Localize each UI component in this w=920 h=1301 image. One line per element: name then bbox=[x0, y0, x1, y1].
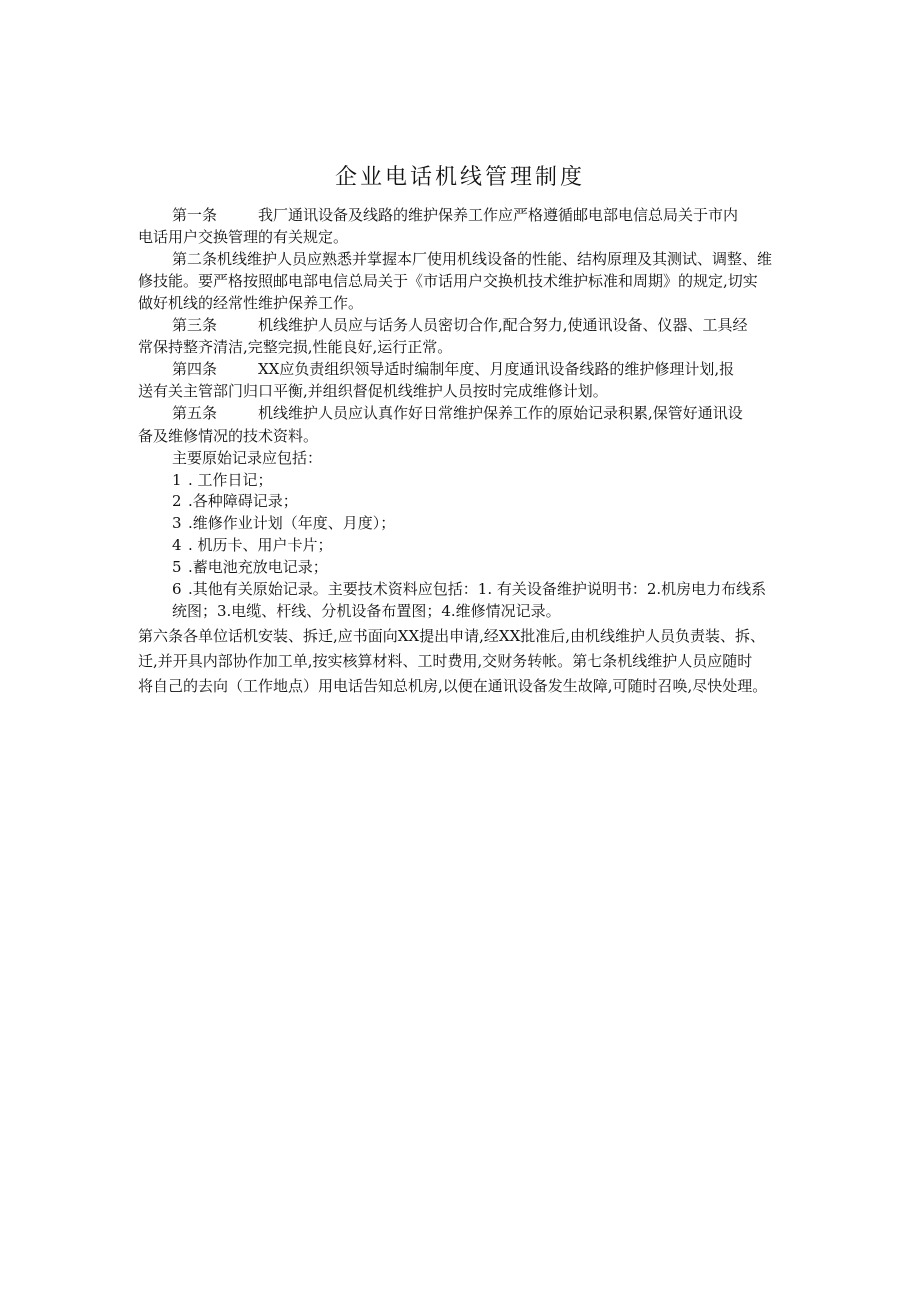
article-1-first-line bbox=[172, 205, 739, 225]
closing-line-2: 迁,并开具内部协作加工单,按实核算材料、工时费用,交财务转帐。第七条机线维护人员应随时 bbox=[138, 652, 753, 670]
list-item-number: 1 bbox=[172, 471, 182, 489]
list-item bbox=[172, 535, 333, 555]
article-2-first-line bbox=[172, 249, 772, 269]
list-item-continuation: 统图；3.电缆、杆线、分机设备布置图；4.维修情况记录。 bbox=[172, 602, 561, 620]
list-item-number: 5 bbox=[172, 558, 182, 576]
list-item-text: . 工作日记； bbox=[188, 471, 273, 489]
article-5-label: 第五条 bbox=[172, 404, 218, 422]
list-item-text: .其他有关原始记录。主要技术资料应包括：1. 有关设备维护说明书：2.机房电力布线系 bbox=[188, 580, 767, 598]
article-3-line-2: 常保持整齐清洁,完整完损,性能良好,运行正常。 bbox=[138, 338, 453, 356]
list-item bbox=[172, 513, 395, 533]
article-5-line-2: 备及维修情况的技术资料。 bbox=[138, 427, 319, 445]
article-4-line-2: 送有关主管部门归口平衡,并组织督促机线维护人员按时完成维修计划。 bbox=[138, 382, 608, 400]
list-item bbox=[172, 491, 298, 511]
article-4-first-line bbox=[172, 359, 735, 379]
document-title: 企业电话机线管理制度 bbox=[334, 165, 585, 190]
article-2-line-1: 机线维护人员应熟悉并掌握本厂使用机线设备的性能、结构原理及其测试、调整、维 bbox=[217, 250, 773, 268]
article-3-first-line bbox=[172, 315, 748, 335]
records-intro: 主要原始记录应包括： bbox=[172, 449, 323, 467]
article-3-label: 第三条 bbox=[172, 316, 218, 334]
list-item-number: 3 bbox=[172, 514, 182, 532]
article-2-label: 第二条 bbox=[172, 250, 218, 268]
closing-line-1: 第六条各单位话机安装、拆迁,应书面向XX提出申请,经XX批准后,由机线维护人员负责装、拆、 bbox=[138, 627, 766, 645]
article-2-line-3: 做好机线的经常性维护保养工作。 bbox=[138, 294, 364, 312]
list-item-number: 2 bbox=[172, 492, 182, 510]
closing-line-3: 将自己的去向（工作地点）用电话告知总机房,以便在通讯设备发生故障,可随时召唤,尽快处理。 bbox=[138, 677, 768, 695]
article-4-line-1: XX应负责组织领导适时编制年度、月度通讯设备线路的维护修理计划,报 bbox=[258, 360, 735, 378]
list-item-text: . 机历卡、用户卡片； bbox=[188, 536, 333, 554]
article-4-label: 第四条 bbox=[172, 360, 218, 378]
article-3-line-1: 机线维护人员应与话务人员密切合作,配合努力,使通讯设备、仪器、工具经 bbox=[258, 316, 748, 334]
list-item bbox=[172, 470, 273, 490]
article-1-line-1: 我厂通讯设备及线路的维护保养工作应严格遵循邮电部电信总局关于市内 bbox=[258, 206, 739, 224]
article-2-line-2: 修技能。要严格按照邮电部电信总局关于《市话用户交换机技术维护标准和周期》的规定,切实 bbox=[138, 272, 758, 290]
article-5-line-1: 机线维护人员应认真作好日常维护保养工作的原始记录积累,保管好通讯设 bbox=[258, 404, 743, 422]
article-1-line-2: 电话用户交换管理的有关规定。 bbox=[138, 228, 349, 246]
article-1-label: 第一条 bbox=[172, 206, 218, 224]
article-5-first-line bbox=[172, 403, 743, 423]
list-item-text: .维修作业计划（年度、月度）； bbox=[188, 514, 396, 532]
list-item-number: 4 bbox=[172, 536, 182, 554]
list-item-text: .蓄电池充放电记录； bbox=[188, 558, 328, 576]
list-item-text: .各种障碍记录； bbox=[188, 492, 298, 510]
list-item-number: 6 bbox=[172, 580, 182, 598]
list-item bbox=[172, 557, 328, 577]
list-item bbox=[172, 579, 766, 599]
